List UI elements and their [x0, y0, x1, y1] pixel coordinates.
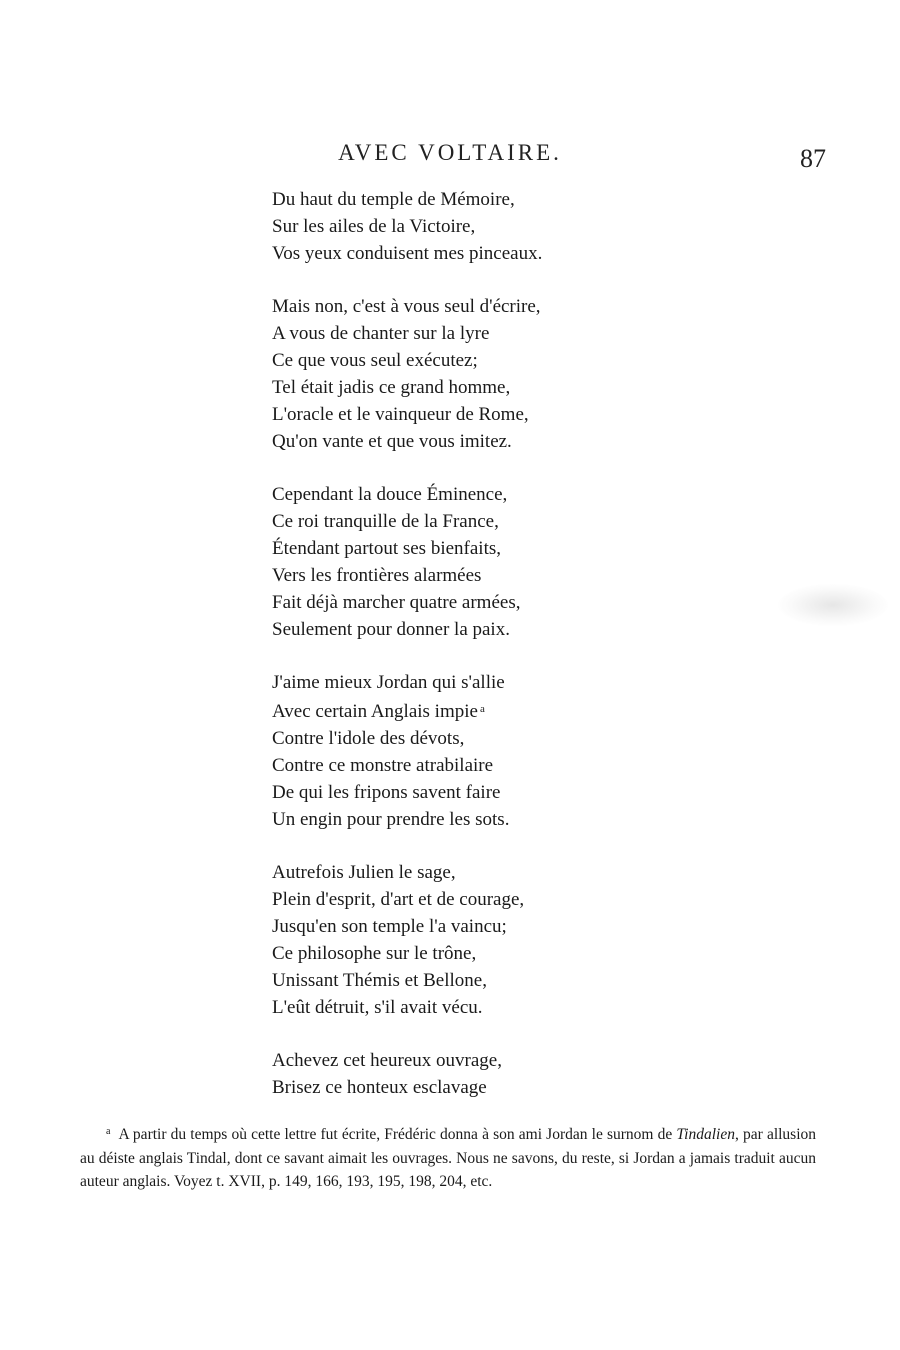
verse-line: L'oracle et le vainqueur de Rome,	[272, 404, 529, 425]
verse-line: Un engin pour prendre les sots.	[272, 809, 510, 830]
verse-line: Seulement pour donner la paix.	[272, 619, 510, 640]
stanza	[272, 293, 692, 455]
verse-line: Mais non, c'est à vous seul d'écrire,	[272, 296, 541, 317]
verse-line: Plein d'esprit, d'art et de courage,	[272, 889, 525, 910]
footnote-text-start: A partir du temps où cette lettre fut écrite, Frédéric donna à son ami Jordan le surnom de	[118, 1126, 673, 1143]
verse-text: Avec certain Anglais impie	[272, 701, 478, 722]
poem	[272, 186, 692, 1101]
verse-line: L'eût détruit, s'il avait vécu.	[272, 997, 483, 1018]
footnote-mark: a	[106, 1126, 111, 1137]
verse-line: Cependant la douce Éminence,	[272, 484, 508, 505]
footnote-reference[interactable]: a	[479, 703, 485, 715]
verse-line: Qu'on vante et que vous imitez.	[272, 431, 512, 452]
verse-line: A vous de chanter sur la lyre	[272, 323, 490, 344]
verse-line: Tel était jadis ce grand homme,	[272, 377, 511, 398]
verse-line: Vers les frontières alarmées	[272, 565, 482, 586]
verse-line: Contre l'idole des dévots,	[272, 728, 465, 749]
stanza	[272, 669, 692, 833]
verse-line: Unissant Thémis et Bellone,	[272, 970, 487, 991]
verse-line: Du haut du temple de Mémoire,	[272, 189, 515, 210]
verse-line: Jusqu'en son temple l'a vaincu;	[272, 916, 507, 937]
verse-line: Sur les ailes de la Victoire,	[272, 216, 476, 237]
stanza	[272, 481, 692, 643]
stanza	[272, 859, 692, 1021]
verse-line: De qui les fripons savent faire	[272, 782, 501, 803]
footnote-text-end: , par allusion au déiste anglais Tindal, dont ce savant aimait les ouvrages. Nous ne savons, du reste, si Jordan a jamais traduit aucun auteur anglais. Voyez t. XVII, p. 149, 166, 193, 195, 198, 204, etc.	[80, 1126, 817, 1190]
verse-line: Autrefois Julien le sage,	[272, 862, 456, 883]
footnote	[80, 1120, 816, 1194]
verse-line: Étendant partout ses bienfaits,	[272, 538, 501, 559]
verse-line: Fait déjà marcher quatre armées,	[272, 592, 521, 613]
paper-smudge	[778, 584, 888, 626]
verse-line: J'aime mieux Jordan qui s'allie	[272, 672, 505, 693]
stanza	[272, 186, 692, 267]
stanza	[272, 1047, 692, 1101]
verse-line: Vos yeux conduisent mes pinceaux.	[272, 243, 543, 264]
footnote-italic-term: Tindalien	[676, 1126, 735, 1143]
verse-line: Achevez cet heureux ouvrage,	[272, 1050, 502, 1071]
verse-line: Ce roi tranquille de la France,	[272, 511, 499, 532]
verse-line: Contre ce monstre atrabilaire	[272, 755, 494, 776]
running-head: AVEC VOLTAIRE.	[338, 140, 562, 165]
page-number: 87	[800, 144, 826, 173]
verse-line-with-note	[272, 696, 692, 725]
verse-line: Brisez ce honteux esclavage	[272, 1077, 487, 1098]
verse-line: Ce philosophe sur le trône,	[272, 943, 477, 964]
verse-line: Ce que vous seul exécutez;	[272, 350, 478, 371]
